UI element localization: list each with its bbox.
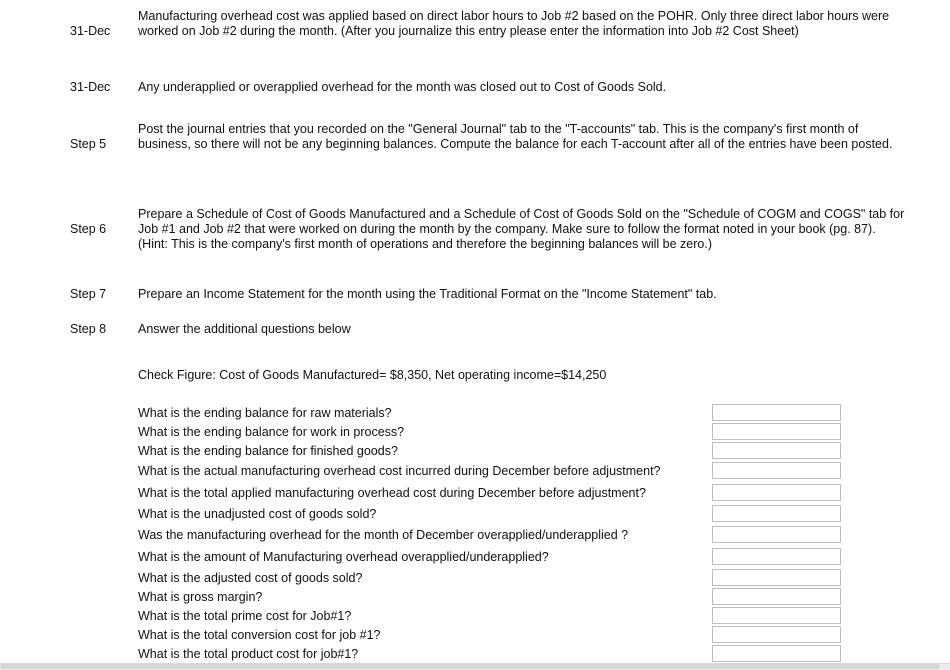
row-text: Answer the additional questions below	[138, 322, 351, 336]
row-label: Step 6	[70, 222, 107, 236]
question-text: Was the manufacturing overhead for the month of December overapplied/underapplied ?	[138, 528, 629, 542]
question-text: What is the total product cost for job#1?	[138, 647, 359, 661]
row-text: Any underapplied or overapplied overhead for the month was closed out to Cost of Goods Sold.	[138, 80, 667, 94]
question-text: What is the adjusted cost of goods sold?	[138, 571, 363, 585]
question-text: What is gross margin?	[138, 590, 263, 604]
row-text: Prepare an Income Statement for the month using the Traditional Format on the "Income Statement" tab.	[138, 287, 717, 301]
scrollbar-thumb[interactable]	[0, 664, 940, 669]
row-text: Prepare a Schedule of Cost of Goods Manufactured and a Schedule of Cost of Goods Sold on the "Schedule of COGM and COGS" tab for Job #1 and Job #2 that were worked on during the month by the company. Make sure to follow the format noted in your book (pg. 87). (Hint: This is the company's first month of operations and therefore the beginning balances will be zero.)	[138, 207, 905, 251]
question-text: What is the amount of Manufacturing overhead overapplied/underapplied?	[138, 550, 549, 564]
answer-cell[interactable]	[712, 626, 841, 643]
answer-cell[interactable]	[712, 645, 841, 662]
question-text: What is the unadjusted cost of goods sold?	[138, 507, 377, 521]
answer-cell[interactable]	[712, 404, 841, 421]
row-label: 31-Dec	[70, 24, 111, 38]
answer-cell[interactable]	[712, 569, 841, 586]
answer-cell[interactable]	[712, 442, 841, 459]
answer-cell[interactable]	[712, 607, 841, 624]
answer-cell[interactable]	[712, 548, 841, 565]
row-text: Manufacturing overhead cost was applied based on direct labor hours to Job #2 based on the POHR. Only three direct labor hours were worked on Job #2 during the month. (After you journalize this entry please enter the information into Job #2 Cost Sheet)	[138, 9, 890, 38]
answer-cell[interactable]	[712, 423, 841, 440]
question-text: What is the total applied manufacturing overhead cost during December before adjustment?	[138, 486, 646, 500]
question-text: What is the total prime cost for Job#1?	[138, 609, 352, 623]
check-figure: Check Figure: Cost of Goods Manufactured= $8,350, Net operating income=$14,250	[138, 368, 607, 382]
answer-cell[interactable]	[712, 462, 841, 479]
row-label: Step 8	[70, 322, 107, 336]
answer-cell[interactable]	[712, 526, 841, 543]
answer-cell[interactable]	[712, 588, 841, 605]
question-text: What is the total conversion cost for job #1?	[138, 628, 381, 642]
question-text: What is the actual manufacturing overhead cost incurred during December before adjustment?	[138, 464, 661, 478]
question-text: What is the ending balance for work in process?	[138, 425, 405, 439]
question-text: What is the ending balance for finished goods?	[138, 444, 398, 458]
row-label: 31-Dec	[70, 80, 111, 94]
row-text: Post the journal entries that you recorded on the "General Journal" tab to the "T-accounts" tab. This is the company's first month of business, so there will not be any beginning balances. Compute the balance for each T-account after all of the entries have been posted.	[138, 122, 893, 151]
question-text: What is the ending balance for raw materials?	[138, 406, 392, 420]
row-label: Step 5	[70, 137, 107, 151]
answer-cell[interactable]	[712, 505, 841, 522]
row-label: Step 7	[70, 287, 107, 301]
answer-cell[interactable]	[712, 484, 841, 501]
